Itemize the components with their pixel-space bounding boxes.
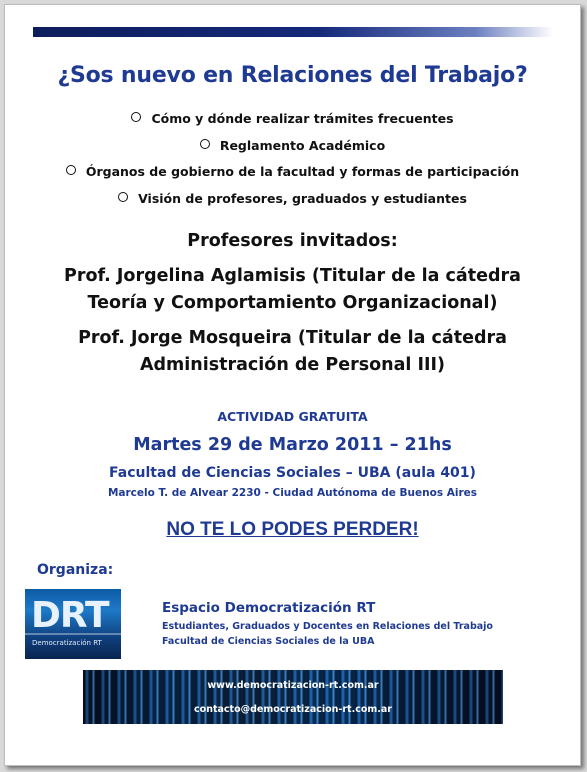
event-date: Martes 29 de Marzo 2011 – 21hs (133, 435, 452, 455)
list-item: Reglamento Académico (5, 136, 580, 163)
organizer-description: Estudiantes, Graduados y Docentes en Relaciones del Trabajo (162, 621, 493, 632)
guest-professor-1 (5, 263, 580, 317)
bullet-circle-icon (118, 192, 128, 202)
header-bar (33, 27, 553, 37)
event-venue: Facultad de Ciencias Sociales – UBA (aula 401) (109, 465, 476, 481)
list-item: Cómo y dónde realizar trámites frecuentes (5, 109, 580, 136)
guest-professor-2-line2: Administración de Personal III) (139, 355, 446, 375)
logo-text: DRT (31, 595, 109, 636)
topic-list (5, 109, 580, 215)
bullet-circle-icon (66, 165, 76, 175)
email-link[interactable]: contacto@democratizacion-rt.com.ar (194, 704, 392, 715)
event-address: Marcelo T. de Alvear 2230 - Ciudad Autónoma de Buenos Aires (107, 487, 478, 499)
guests-heading: Profesores invitados: (187, 231, 398, 251)
logo-divider (25, 633, 121, 635)
organizer-faculty: Facultad de Ciencias Sociales de la UBA (162, 636, 375, 647)
free-activity-label: ACTIVIDAD GRATUITA (217, 409, 368, 424)
drt-logo (25, 589, 121, 659)
organizer-name: Espacio Democratización RT (162, 600, 376, 616)
bullet-circle-icon (200, 139, 210, 149)
call-to-action: NO TE LO PODES PERDER! (166, 519, 419, 540)
guest-professor-2 (5, 325, 580, 379)
contact-banner (83, 670, 503, 724)
list-item: Visión de profesores, graduados y estudiantes (5, 189, 580, 216)
website-link[interactable]: www.democratizacion-rt.com.ar (207, 680, 379, 691)
flyer-page (4, 4, 581, 766)
logo-subtext: Democratización RT (32, 639, 102, 647)
list-item: Órganos de gobierno de la facultad y formas de participación (5, 162, 580, 189)
guest-professor-1-line1: Prof. Jorgelina Aglamisis (Titular de la cátedra (64, 266, 521, 286)
guest-professor-1-line2: Teoría y Comportamiento Organizacional) (87, 293, 498, 313)
guest-professor-2-line1: Prof. Jorge Mosqueira (Titular de la cátedra (78, 328, 507, 348)
flyer-title: ¿Sos nuevo en Relaciones del Trabajo? (57, 63, 528, 88)
bullet-circle-icon (131, 112, 141, 122)
organizer-label: Organiza: (37, 562, 114, 578)
